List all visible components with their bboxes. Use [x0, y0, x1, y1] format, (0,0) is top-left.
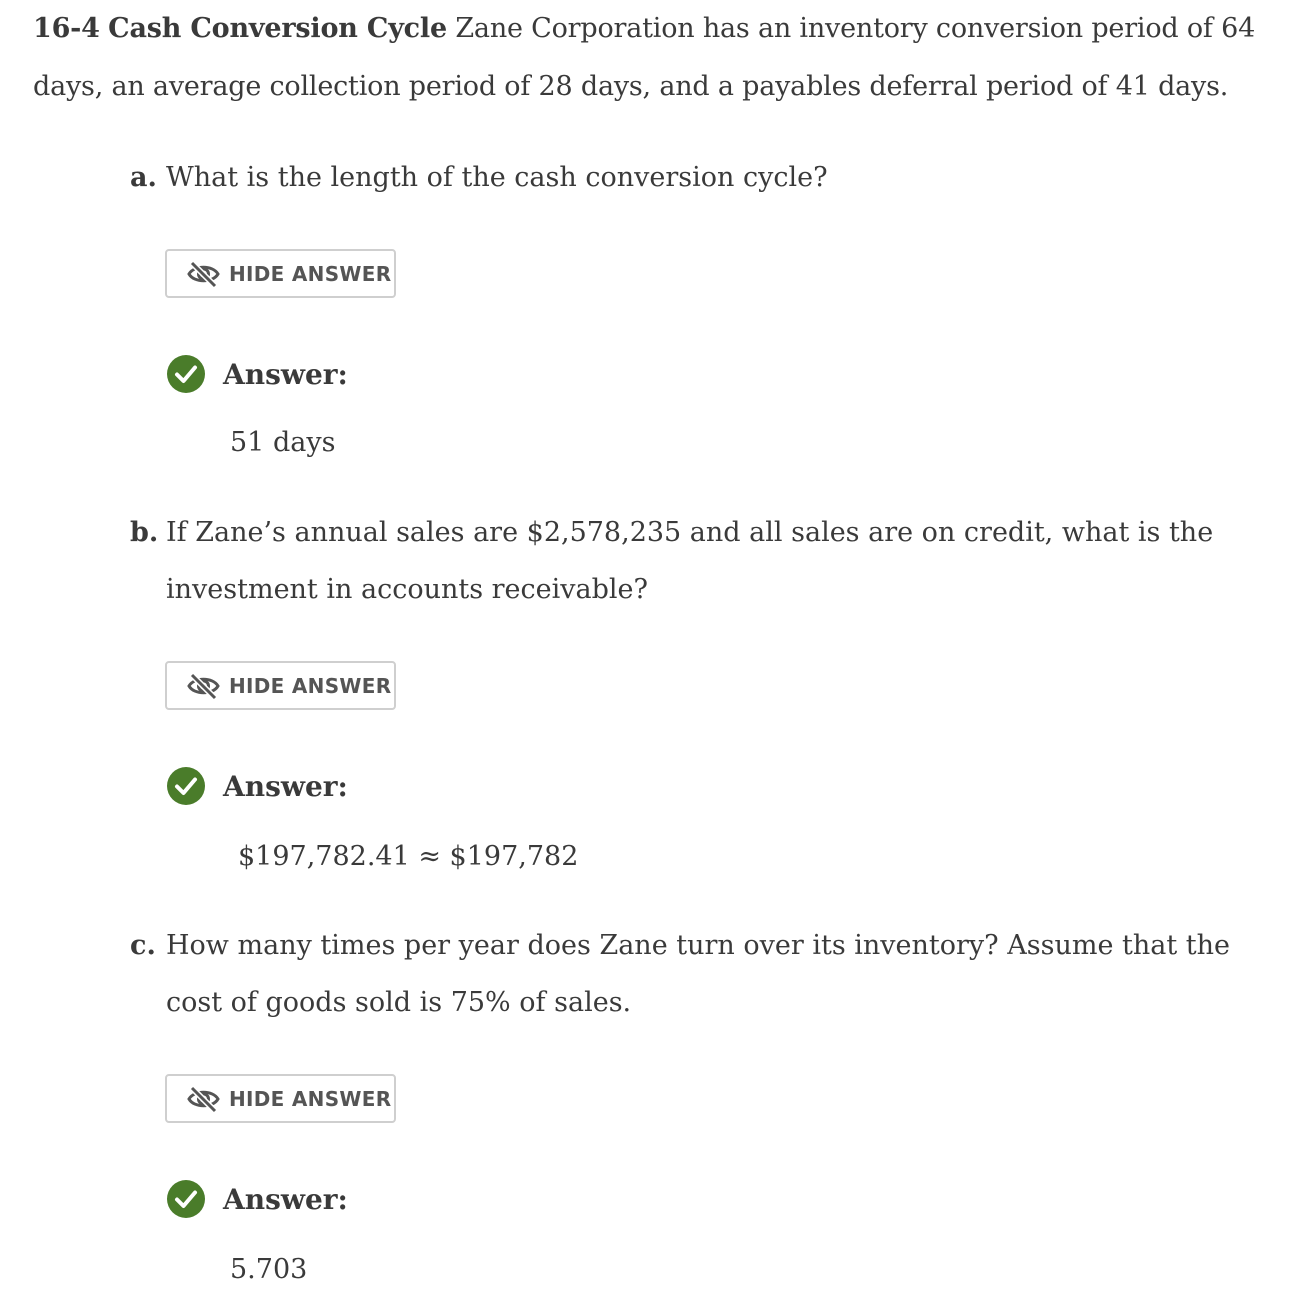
part-c — [130, 917, 1280, 1285]
hide-answer-button-b[interactable] — [165, 661, 396, 710]
eye-slash-icon — [187, 1085, 220, 1113]
part-a-letter: a. — [130, 162, 157, 193]
part-a-question-text: What is the length of the cash conversion cycle? — [166, 162, 828, 193]
part-c-question — [130, 917, 1280, 1031]
check-circle-icon — [167, 1180, 205, 1218]
answer-header-b — [167, 767, 348, 805]
hide-answer-label-b: HIDE ANSWER — [229, 673, 392, 698]
eye-slash-icon — [187, 672, 220, 700]
answer-header-c — [167, 1180, 348, 1218]
problem-number: 16-4 — [33, 13, 100, 44]
part-b-letter: b. — [130, 517, 159, 548]
check-circle-icon — [167, 767, 205, 805]
part-b — [130, 504, 1280, 872]
answer-header-a — [167, 355, 348, 393]
part-c-question-text: How many times per year does Zane turn over its inventory? Assume that the cost of goods sold is 75% of sales. — [166, 930, 1230, 1018]
answer-label-c: Answer: — [223, 1182, 348, 1216]
eye-slash-icon — [187, 260, 220, 288]
answer-value-a: 51 days — [230, 427, 336, 458]
part-a-question — [130, 149, 1280, 206]
part-b-question — [130, 504, 1280, 618]
problem-text: Zane Corporation has an inventory conversion period of 64 days, an average collection period of 28 days, and a payables deferral period of 41 days. — [33, 13, 1256, 102]
part-a — [130, 149, 1280, 458]
part-b-question-text: If Zane’s annual sales are $2,578,235 and all sales are on credit, what is the investment in accounts receivable? — [166, 517, 1214, 605]
hide-answer-label-a: HIDE ANSWER — [229, 261, 392, 286]
problem-title: Cash Conversion Cycle — [108, 13, 447, 44]
hide-answer-label-c: HIDE ANSWER — [229, 1086, 392, 1111]
problem-statement — [33, 0, 1283, 116]
answer-label-b: Answer: — [223, 769, 348, 803]
hide-answer-button-a[interactable] — [165, 249, 396, 298]
answer-label-a: Answer: — [223, 357, 348, 391]
hide-answer-button-c[interactable] — [165, 1074, 396, 1123]
answer-value-b: $197,782.41 ≈ $197,782 — [238, 841, 579, 872]
answer-value-c: 5.703 — [230, 1254, 308, 1285]
part-c-letter: c. — [130, 930, 156, 961]
check-circle-icon — [167, 355, 205, 393]
